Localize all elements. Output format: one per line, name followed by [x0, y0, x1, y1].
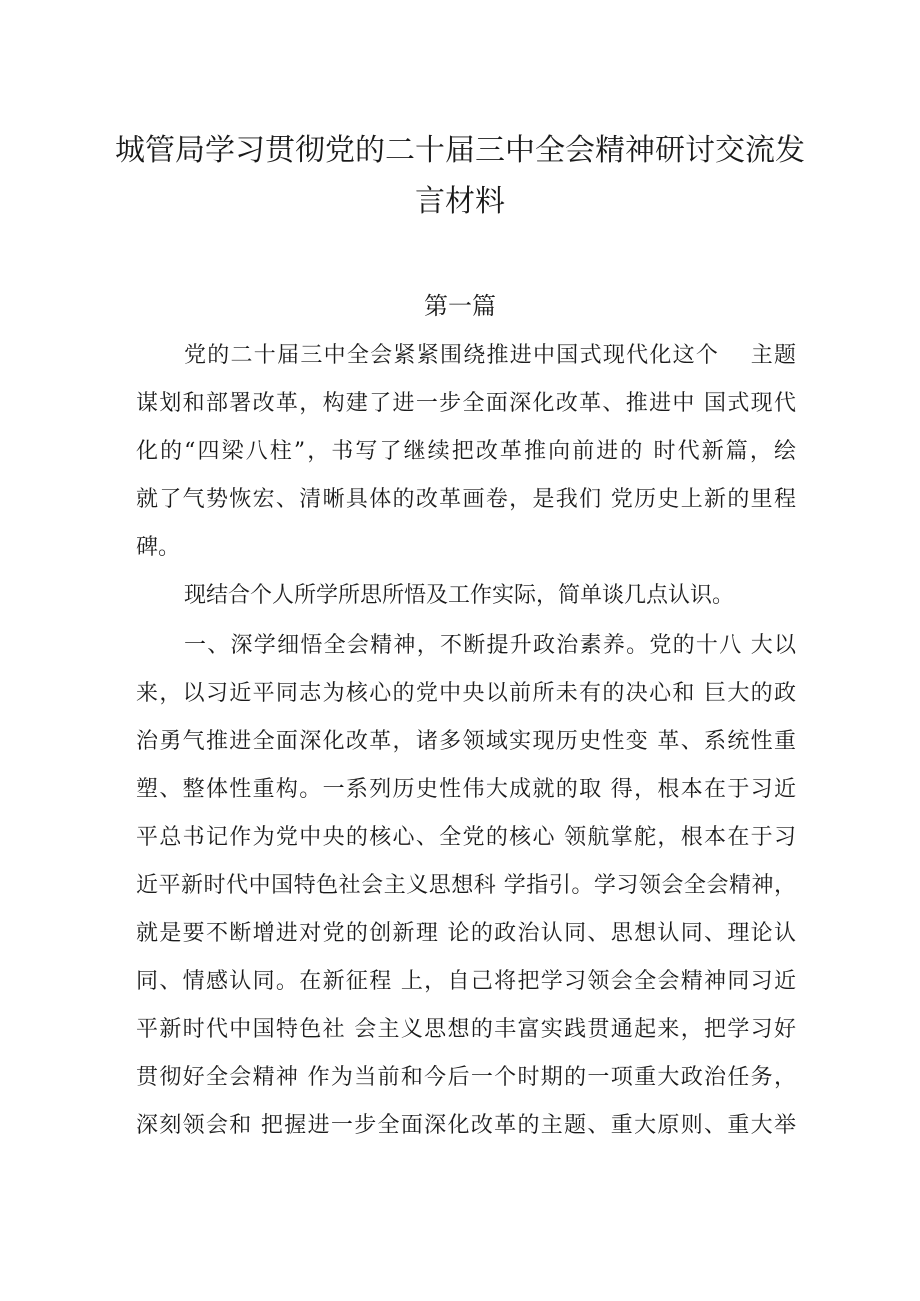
body-line: 就了气势恢宏、清晰具体的改革画卷，是我们 党历史上新的里程: [136, 487, 796, 512]
document-title-line-1: 城管局学习贯彻党的二十届三中全会精神研讨交流发: [115, 133, 805, 168]
body-line: 同、情感认同。在新征程 上，自己将把学习领会全会精神同习近: [136, 969, 796, 994]
body-line: 党的二十届三中全会紧紧围绕推进中国式现代化这个 主题: [184, 343, 796, 368]
body-line: 现结合个人所学所思所悟及工作实际，简单谈几点认识。: [184, 583, 735, 608]
body-line: 近平新时代中国特色社会主义思想科 学指引。学习领会全会精神，: [136, 873, 796, 898]
document-title-line-2: 言材料: [415, 184, 505, 219]
body-line: 就是要不断增进对党的创新理 论的政治认同、思想认同、理论认: [136, 921, 796, 946]
body-line: 谋划和部署改革，构建了进一步全面深化改革、推进中 国式现代: [136, 391, 796, 416]
body-line: 来，以习近平同志为核心的党中央以前所未有的决心和 巨大的政: [136, 681, 796, 706]
body-line: 塑、整体性重构。一系列历史性伟大成就的取 得，根本在于习近: [136, 777, 796, 802]
section-heading: 第一篇: [424, 292, 496, 320]
body-line: 治勇气推进全面深化改革，诸多领域实现历史性变 革、系统性重: [136, 729, 796, 754]
body-line: 碑。: [136, 535, 181, 560]
body-line: 深刻领会和 把握进一步全面深化改革的主题、重大原则、重大举: [136, 1113, 796, 1138]
body-line: 化的“四梁八柱”，书写了继续把改革推向前进的 时代新篇，绘: [136, 439, 796, 464]
body-line: 贯彻好全会精神 作为当前和今后一个时期的一项重大政治任务，: [136, 1065, 796, 1090]
body-line: 平总书记作为党中央的核心、全党的核心 领航掌舵，根本在于习: [136, 825, 796, 850]
body-line: 平新时代中国特色社 会主义思想的丰富实践贯通起来，把学习好: [136, 1017, 796, 1042]
body-line: 一、深学细悟全会精神，不断提升政治素养。党的十八 大以: [184, 633, 796, 658]
